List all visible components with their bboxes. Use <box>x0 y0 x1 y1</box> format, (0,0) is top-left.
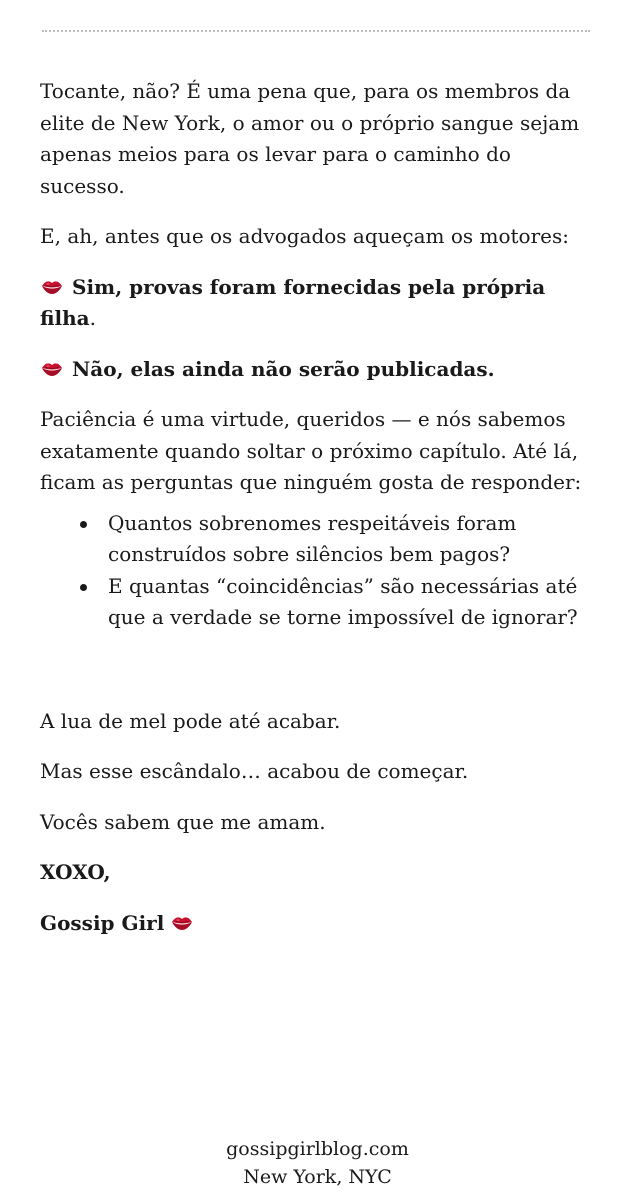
question-text: E quantas “coincidências” são necessárias até que a verdade se torne impossível de ignorar? <box>108 573 578 629</box>
closing-line-1: A lua de mel pode até acabar. <box>40 708 341 733</box>
signature <box>40 908 600 940</box>
page-footer <box>0 1135 635 1191</box>
bullet-icon <box>80 584 87 591</box>
kiss-mark-icon <box>170 913 194 933</box>
point-proofs <box>40 272 600 335</box>
signoff: XOXO, <box>40 860 111 884</box>
article-body <box>40 76 600 939</box>
closing-line-3: Vocês sabem que me amam. <box>40 809 326 834</box>
paragraph-lawyers: E, ah, antes que os advogados aqueçam os motores: <box>40 224 569 248</box>
question-text: Quantos sobrenomes respeitáveis foram construídos sobre silêncios bem pagos? <box>108 510 517 566</box>
bullet-icon <box>80 521 87 528</box>
paragraph-patience: Paciência é uma virtude, queridos — e nós sabemos exatamente quando soltar o próximo capítulo. Até lá, ficam as perguntas que ninguém gosta de responder: <box>40 407 582 494</box>
point-unpublished-text: Não, elas ainda não serão publicadas. <box>72 356 495 381</box>
footer-location: New York, NYC <box>243 1166 392 1188</box>
kiss-mark-icon <box>40 277 64 297</box>
footer-site: gossipgirlblog.com <box>226 1138 409 1160</box>
list-item <box>40 571 600 634</box>
dotted-divider <box>42 30 590 32</box>
question-list <box>40 508 600 634</box>
kiss-mark-icon <box>40 359 64 379</box>
signature-text: Gossip Girl <box>40 910 165 935</box>
point-unpublished <box>40 354 600 386</box>
point-proofs-text: Sim, provas foram fornecidas pela própria filha <box>40 274 546 330</box>
closing-line-2: Mas esse escândalo… acabou de começar. <box>40 759 469 783</box>
point-proofs-period: . <box>89 306 96 330</box>
paragraph-intro: Tocante, não? É uma pena que, para os membros da elite de New York, o amor ou o próprio sangue sejam apenas meios para os levar para o caminho do sucesso. <box>40 79 580 198</box>
list-item <box>40 508 600 571</box>
